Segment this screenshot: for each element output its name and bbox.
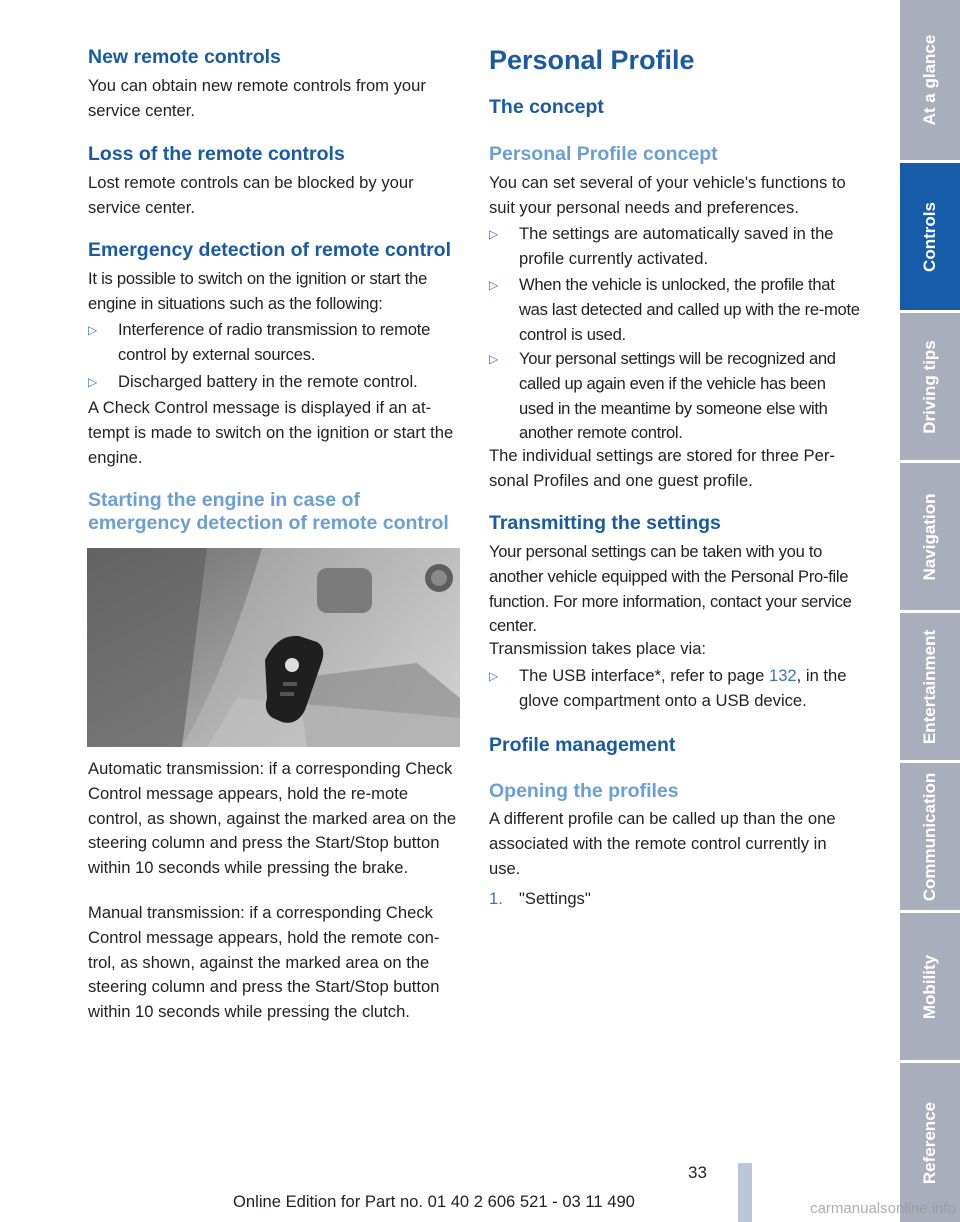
concept-bullet: ▷ The settings are automatically saved in the profile currently activated. bbox=[489, 224, 834, 268]
page-number-bar bbox=[738, 1163, 752, 1222]
concept-bullet: ▷ Your personal settings will be recognized and called up again even if the vehicle has been used in the meantime by someone else with another remote control. bbox=[489, 349, 836, 443]
bullet-marker-icon: ▷ bbox=[88, 323, 98, 337]
tab-navigation[interactable]: Navigation bbox=[900, 463, 960, 610]
page-132-link[interactable]: 132 bbox=[768, 666, 797, 685]
management-body: A different profile can be called up than the one associated with the remote control currently in use. bbox=[489, 809, 836, 878]
page-number: 33 bbox=[688, 1163, 707, 1182]
concept-subheading: Personal Profile concept bbox=[489, 143, 718, 165]
tab-driving-tips[interactable]: Driving tips bbox=[900, 313, 960, 460]
chapter-tabs bbox=[900, 0, 960, 1222]
bullet-marker-icon: ▷ bbox=[88, 375, 98, 389]
emergency-heading: Emergency detection of remote control bbox=[88, 239, 451, 261]
emergency-body: It is possible to switch on the ignition or start the engine in situations such as the following: bbox=[88, 269, 428, 313]
starting-heading-line1: Starting the engine in case of bbox=[88, 489, 360, 511]
tab-reference[interactable]: Reference bbox=[900, 1063, 960, 1222]
concept-heading: The concept bbox=[489, 96, 604, 118]
tab-at-a-glance[interactable]: At a glance bbox=[900, 0, 960, 160]
new-remote-body: You can obtain new remote controls from your service center. bbox=[88, 76, 426, 120]
tab-communication[interactable]: Communication bbox=[900, 763, 960, 910]
tab-entertainment[interactable]: Entertainment bbox=[900, 613, 960, 760]
loss-body: Lost remote controls can be blocked by your service center. bbox=[88, 173, 414, 217]
emergency-bullet: ▷ Discharged battery in the remote control. bbox=[88, 370, 460, 395]
bullet-marker-icon: ▷ bbox=[489, 352, 499, 366]
concept-summary: The individual settings are stored for three Per-sonal Profiles and one guest profile. bbox=[489, 446, 835, 490]
tab-controls[interactable]: Controls bbox=[900, 163, 960, 310]
bullet-marker-icon: ▷ bbox=[489, 227, 499, 241]
loss-heading: Loss of the remote controls bbox=[88, 143, 345, 165]
transmitting-heading: Transmitting the settings bbox=[489, 512, 721, 534]
concept-bullet: ▷ When the vehicle is unlocked, the profile that was last detected and called up with the re-mote control is used. bbox=[489, 275, 860, 344]
watermark: carmanualsonline.info bbox=[810, 1200, 956, 1217]
remote-control-steering-column-image bbox=[87, 548, 460, 747]
starting-heading-line2: emergency detection of remote control bbox=[88, 512, 449, 534]
new-remote-heading: New remote controls bbox=[88, 46, 281, 68]
page-title: Personal Profile bbox=[489, 45, 695, 75]
transmission-bullet: ▷ The USB interface*, refer to page 132, in the glove compartment onto a USB device. bbox=[489, 666, 847, 710]
bullet-marker-icon: ▷ bbox=[489, 278, 499, 292]
transmitting-body: Your personal settings can be taken with you to another vehicle equipped with the Personal Pro-file function. For more information, contact your service center. bbox=[489, 542, 852, 636]
step-number: 1. bbox=[489, 889, 503, 908]
automatic-transmission-text: Automatic transmission: if a corresponding Check Control message appears, hold the re-mote control, as shown, against the marked area on the steering column and press the Start/Stop button within 10 seconds while pressing the brake. bbox=[88, 759, 457, 878]
step-item bbox=[489, 887, 861, 912]
transmission-via: Transmission takes place via: bbox=[489, 639, 707, 658]
emergency-bullet: ▷ Interference of radio transmission to remote control by external sources. bbox=[88, 320, 431, 364]
management-heading: Profile management bbox=[489, 734, 676, 756]
manual-transmission-text: Manual transmission: if a corresponding Check Control message appears, hold the remote con-trol, as shown, against the marked area on the steering column and press the Start/Stop button within 10 seconds while pressing the clutch. bbox=[88, 903, 440, 1022]
concept-body: You can set several of your vehicle's functions to suit your personal needs and preferences. bbox=[489, 173, 846, 217]
check-control-note: A Check Control message is displayed if an at-tempt is made to switch on the ignition or start the engine. bbox=[88, 398, 454, 467]
footer-edition: Online Edition for Part no. 01 40 2 606 521 - 03 11 490 bbox=[233, 1192, 635, 1211]
management-subheading: Opening the profiles bbox=[489, 780, 679, 802]
tab-mobility[interactable]: Mobility bbox=[900, 913, 960, 1060]
step-text: "Settings" bbox=[519, 889, 591, 908]
bullet-marker-icon: ▷ bbox=[489, 669, 499, 683]
